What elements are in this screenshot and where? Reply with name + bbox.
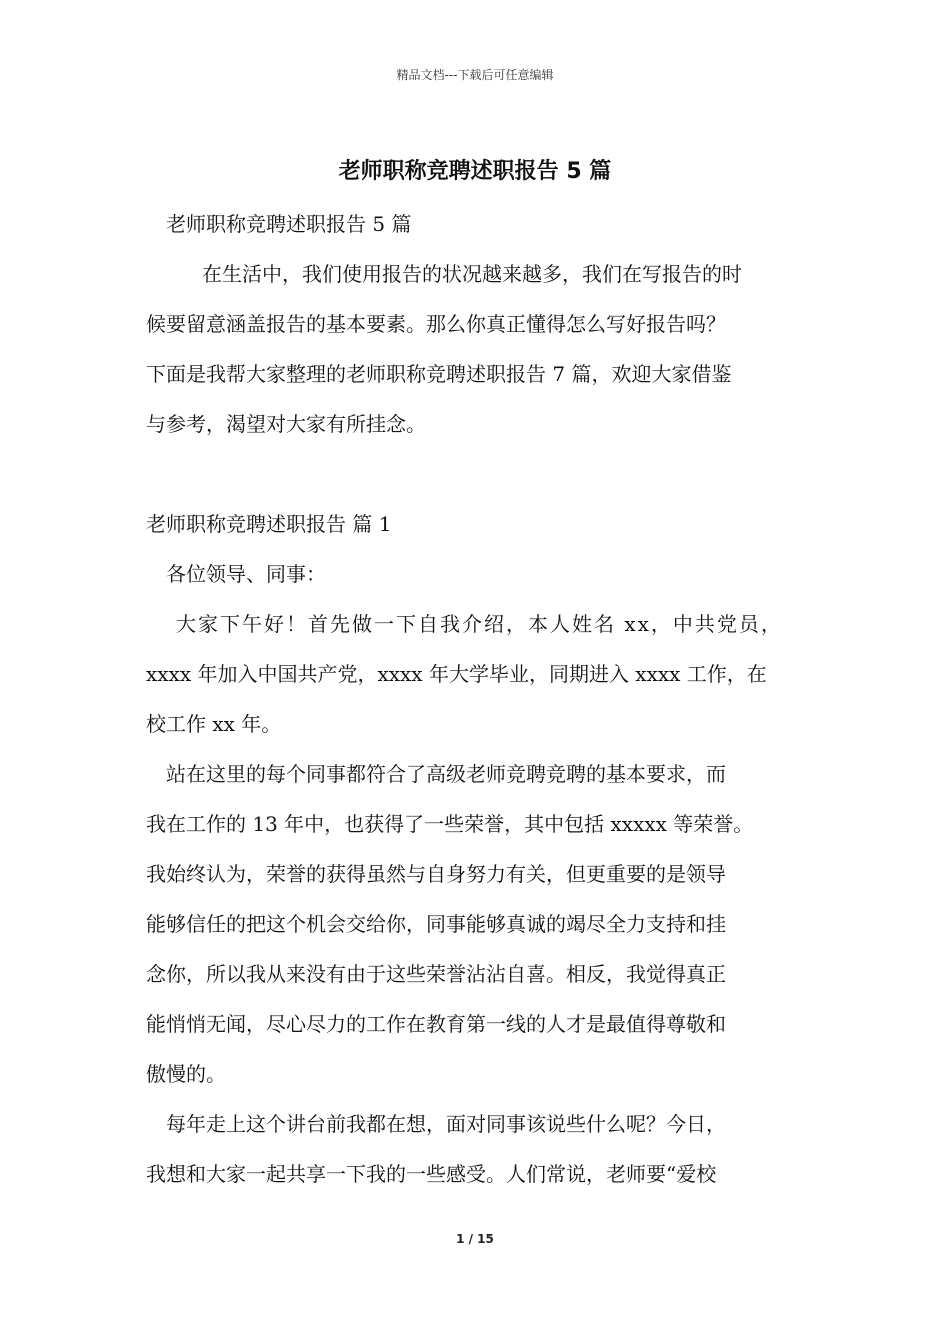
paragraph-line: 我想和大家一起共享一下我的一些感受。人们常说，老师要“爱校 [146,1162,717,1186]
paragraph-line: xxxx 年加入中国共产党，xxxx 年大学毕业，同期进入 xxxx 工作，在 [146,662,767,686]
subtitle: 老师职称竞聘述职报告 5 篇 [166,212,412,236]
paragraph-line: 能够信任的把这个机会交给你，同事能够真诚的竭尽全力支持和挂 [146,912,726,936]
greeting: 各位领导、同事： [166,562,326,586]
paragraph-line: 傲慢的。 [146,1062,226,1086]
intro-line: 候要留意涵盖报告的基本要素。那么你真正懂得怎么写好报告吗？ [146,312,726,336]
paragraph-line: 我始终认为，荣誉的获得虽然与自身努力有关，但更重要的是领导 [146,862,726,886]
intro-line: 在生活中，我们使用报告的状况越来越多，我们在写报告的时 [202,262,742,286]
paragraph-line: 大家下午好！首先做一下自我介绍，本人姓名 xx，中共党员， [176,612,783,636]
section-heading: 老师职称竞聘述职报告 篇 1 [146,512,392,536]
paragraph-line: 我在工作的 13 年中，也获得了一些荣誉，其中包括 xxxxx 等荣誉。 [146,812,754,836]
paragraph-line: 每年走上这个讲台前我都在想，面对同事该说些什么呢？今日， [166,1112,726,1136]
intro-line: 下面是我帮大家整理的老师职称竞聘述职报告 7 篇，欢迎大家借鉴 [146,362,732,386]
paragraph-line: 站在这里的每个同事都符合了高级老师竞聘竞聘的基本要求，而 [166,762,726,786]
page-number: 1 / 15 [456,1232,494,1246]
document-title: 老师职称竞聘述职报告 5 篇 [338,159,612,184]
paragraph-line: 校工作 xx 年。 [146,712,282,736]
page-header: 精品文档---下载后可任意编辑 [396,68,554,82]
intro-line: 与参考，渴望对大家有所挂念。 [146,412,426,436]
paragraph-line: 能悄悄无闻，尽心尽力的工作在教育第一线的人才是最值得尊敬和 [146,1012,726,1036]
paragraph-line: 念你，所以我从来没有由于这些荣誉沾沾自喜。相反，我觉得真正 [146,962,726,986]
